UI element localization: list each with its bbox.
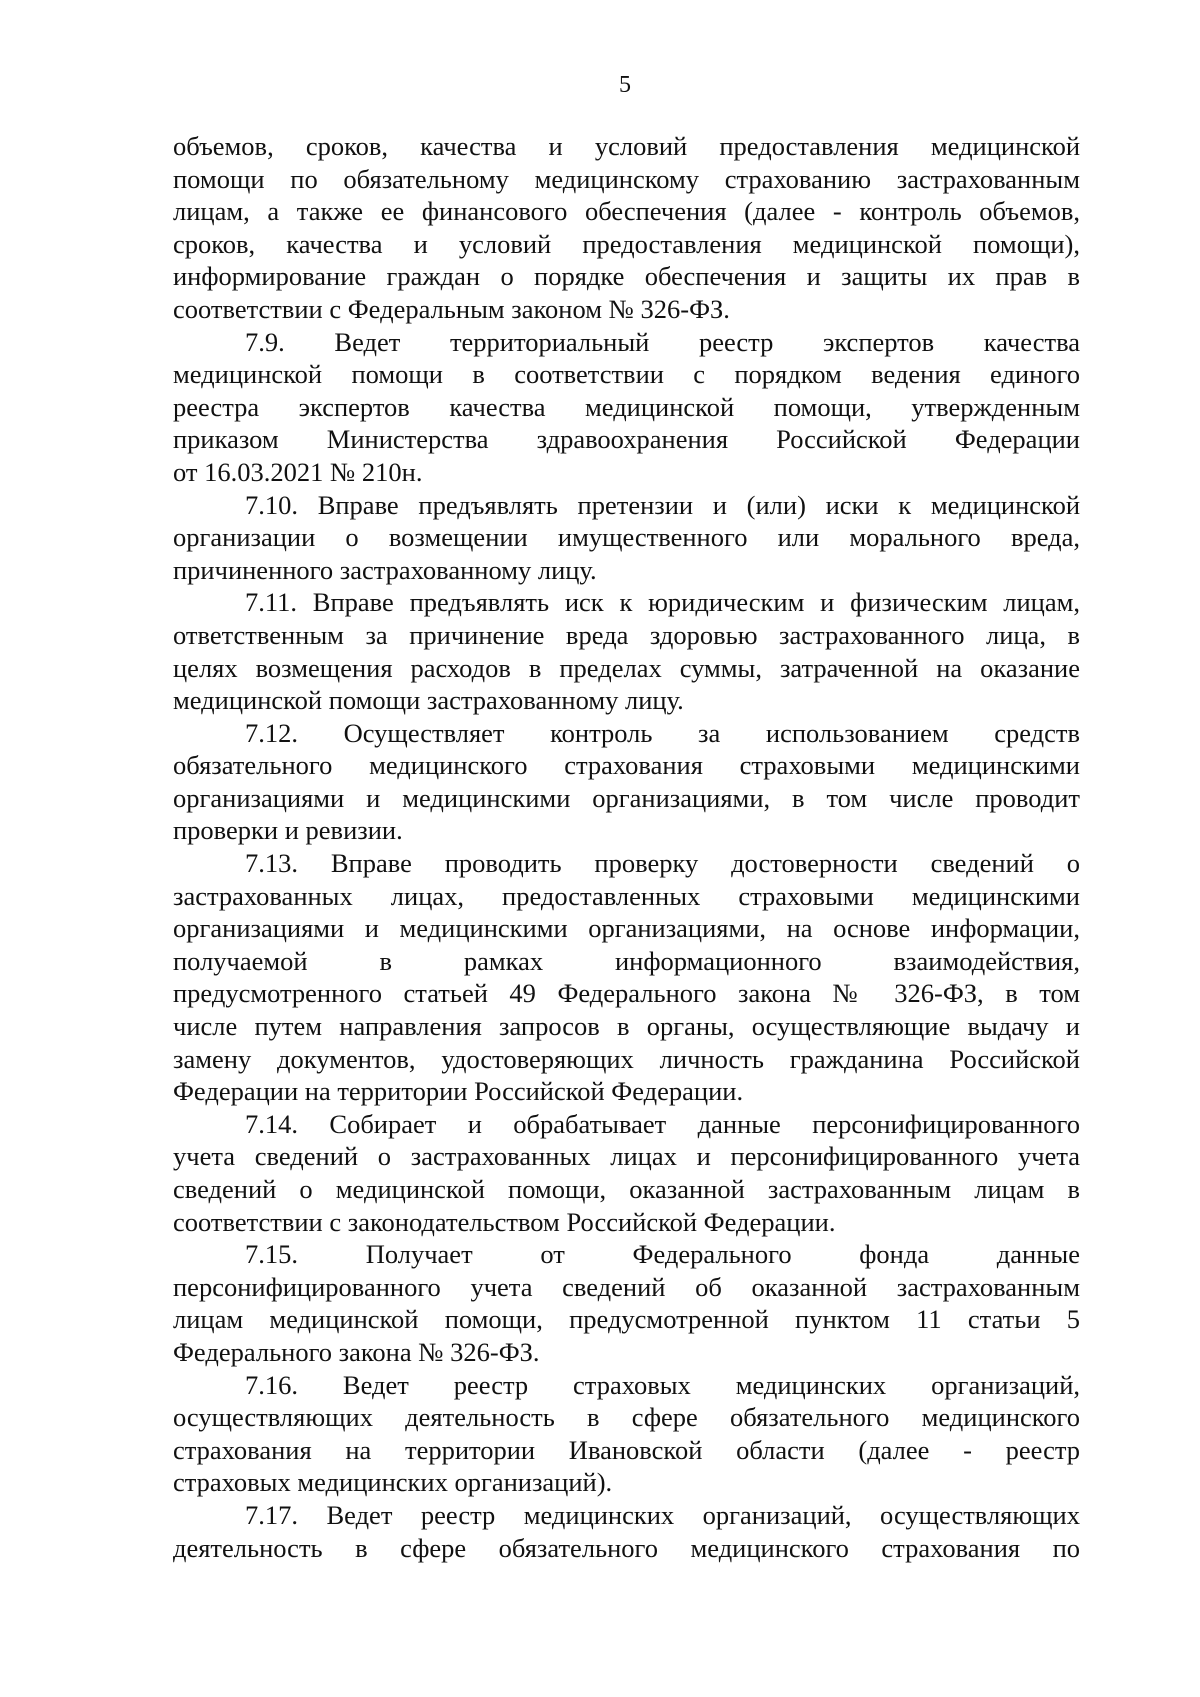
text-line: проверки и ревизии. xyxy=(173,815,403,846)
text-line: персонифицированного учета сведений об оказанной застрахованным xyxy=(173,1271,1080,1302)
text-line: замену документов, удостоверяющих личность гражданина Российской xyxy=(173,1043,1080,1074)
text-line: лицам медицинской помощи, предусмотренной пунктом 11 статьи 5 xyxy=(173,1304,1080,1335)
text-line: застрахованных лицах, предоставленных страховыми медицинскими xyxy=(173,880,1080,911)
text-line: целях возмещения расходов в пределах суммы, затраченной на оказание xyxy=(173,652,1080,683)
page-number: 5 xyxy=(619,72,631,98)
text-line: учета сведений о застрахованных лицах и персонифицированного учета xyxy=(173,1141,1080,1172)
document-body xyxy=(173,130,1080,1564)
text-line: помощи по обязательному медицинскому страхованию застрахованным xyxy=(173,163,1080,194)
text-line: 7.14. Собирает и обрабатывает данные персонифицированного xyxy=(245,1108,1080,1139)
text-line: информирование граждан о порядке обеспечения и защиты их прав в xyxy=(173,261,1080,292)
text-line: соответствии с законодательством Российской Федерации. xyxy=(173,1206,836,1237)
text-line: приказом Министерства здравоохранения Российской Федерации xyxy=(173,424,1080,455)
text-line: реестра экспертов качества медицинской помощи, утвержденным xyxy=(173,391,1080,422)
text-line: деятельность в сфере обязательного медицинского страхования по xyxy=(173,1532,1080,1563)
text-line: получаемой в рамках информационного взаимодействия, xyxy=(173,945,1080,976)
text-line: 7.9. Ведет территориальный реестр экспертов качества xyxy=(245,326,1080,357)
text-line: 7.11. Вправе предъявлять иск к юридическим и физическим лицам, xyxy=(245,587,1080,618)
text-line: Федерации на территории Российской Федерации. xyxy=(173,1076,744,1107)
text-line: организациями и медицинскими организациями, на основе информации, xyxy=(173,913,1080,944)
text-line: обязательного медицинского страхования страховыми медицинскими xyxy=(173,750,1080,781)
text-line: 7.12. Осуществляет контроль за использованием средств xyxy=(245,717,1080,748)
text-line: организациями и медицинскими организациями, в том числе проводит xyxy=(173,782,1080,813)
text-line: организации о возмещении имущественного или морального вреда, xyxy=(173,522,1080,553)
text-line: Федерального закона № 326-ФЗ. xyxy=(173,1336,540,1367)
text-line: соответствии с Федеральным законом № 326-ФЗ. xyxy=(173,293,730,324)
text-line: 7.15. Получает от Федерального фонда данные xyxy=(245,1239,1080,1270)
text-line: страхования на территории Ивановской области (далее - реестр xyxy=(173,1434,1080,1465)
text-line: числе путем направления запросов в органы, осуществляющие выдачу и xyxy=(173,1011,1080,1042)
text-line: медицинской помощи в соответствии с порядком ведения единого xyxy=(173,359,1080,390)
text-line: 7.10. Вправе предъявлять претензии и (или) иски к медицинской xyxy=(245,489,1080,520)
text-line: объемов, сроков, качества и условий предоставления медицинской xyxy=(173,131,1080,161)
text-line: сроков, качества и условий предоставления медицинской помощи), xyxy=(173,228,1080,259)
text-line: 7.16. Ведет реестр страховых медицинских организаций, xyxy=(245,1369,1080,1400)
text-line: предусмотренного статьей 49 Федерального закона № 326-ФЗ, в том xyxy=(173,978,1080,1009)
text-line: ответственным за причинение вреда здоровью застрахованного лица, в xyxy=(173,619,1080,650)
text-line: медицинской помощи застрахованному лицу. xyxy=(173,685,684,716)
text-line: осуществляющих деятельность в сфере обязательного медицинского xyxy=(173,1402,1080,1433)
text-line: 7.13. Вправе проводить проверку достоверности сведений о xyxy=(245,848,1080,879)
text-line: лицам, а также ее финансового обеспечения (далее - контроль объемов, xyxy=(173,196,1080,227)
text-line: страховых медицинских организаций). xyxy=(173,1467,613,1498)
text-line: сведений о медицинской помощи, оказанной застрахованным лицам в xyxy=(173,1174,1080,1204)
text-line: причиненного застрахованному лицу. xyxy=(173,554,597,585)
text-line: от 16.03.2021 № 210н. xyxy=(173,456,423,487)
text-line: 7.17. Ведет реестр медицинских организаций, осуществляющих xyxy=(245,1499,1080,1530)
